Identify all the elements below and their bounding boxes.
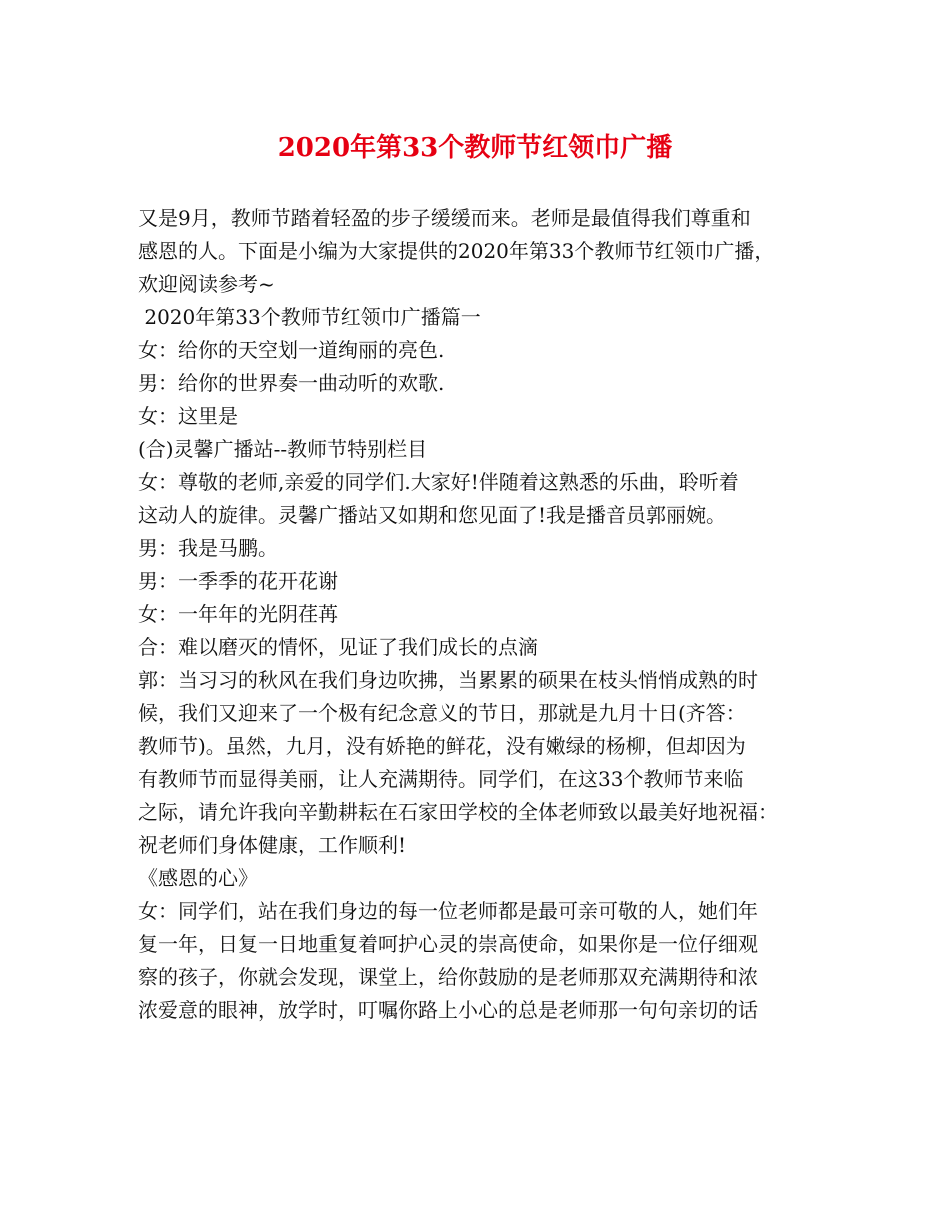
paragraph-line: 合：难以磨灭的情怀，见证了我们成长的点滴 — [138, 635, 538, 659]
paragraph-line: 欢迎阅读参考~ — [138, 272, 275, 296]
paragraph-line: 女：给你的天空划一道绚丽的亮色. — [138, 338, 445, 362]
paragraph-line: 之际，请允许我向辛勤耕耘在石家田学校的全体老师致以最美好地祝福： — [138, 800, 778, 824]
paragraph-line: 教师节)。虽然，九月，没有娇艳的鲜花，没有嫩绿的杨柳，但却因为 — [138, 734, 746, 758]
section-heading: 2020年第33个教师节红领巾广播篇一 — [138, 305, 481, 329]
document-body — [138, 202, 828, 1027]
paragraph-line: 女：同学们，站在我们身边的每一位老师都是最可亲可敬的人，她们年 — [138, 899, 758, 923]
paragraph-line: 女：尊敬的老师,亲爱的同学们.大家好!伴随着这熟悉的乐曲，聆听着 — [138, 470, 739, 494]
paragraph-line: 男：一季季的花开花谢 — [138, 569, 338, 593]
paragraph-line: 男：给你的世界奏一曲动听的欢歌. — [138, 371, 445, 395]
paragraph-line: 祝老师们身体健康，工作顺利! — [138, 833, 407, 857]
paragraph-line: 察的孩子，你就会发现，课堂上，给你鼓励的是老师那双充满期待和浓 — [138, 965, 758, 989]
document-title: 2020年第33个教师节红领巾广播 — [277, 133, 673, 163]
paragraph-line: 女：一年年的光阴荏苒 — [138, 602, 338, 626]
paragraph-line: 男：我是马鹏。 — [138, 536, 278, 560]
paragraph-line: 这动人的旋律。灵馨广播站又如期和您见面了!我是播音员郭丽婉。 — [138, 503, 727, 527]
paragraph-line: 又是9月，教师节踏着轻盈的步子缓缓而来。老师是最值得我们尊重和 — [138, 206, 751, 230]
paragraph-line: 复一年，日复一日地重复着呵护心灵的崇高使命，如果你是一位仔细观 — [138, 932, 758, 956]
paragraph-line: 有教师节而显得美丽，让人充满期待。同学们，在这33个教师节来临 — [138, 767, 744, 791]
paragraph-line: 女：这里是 — [138, 404, 238, 428]
paragraph-line: 浓爱意的眼神，放学时，叮嘱你路上小心的总是老师那一句句亲切的话 — [138, 998, 758, 1022]
paragraph-line: 感恩的人。下面是小编为大家提供的2020年第33个教师节红领巾广播， — [138, 239, 775, 263]
paragraph-line: (合)灵馨广播站--教师节特别栏目 — [138, 437, 428, 461]
song-title: 《感恩的心》 — [138, 866, 258, 890]
paragraph-line: 郭：当习习的秋风在我们身边吹拂，当累累的硕果在枝头悄悄成熟的时 — [138, 668, 758, 692]
paragraph-line: 候，我们又迎来了一个极有纪念意义的节日，那就是九月十日(齐答： — [138, 701, 746, 725]
